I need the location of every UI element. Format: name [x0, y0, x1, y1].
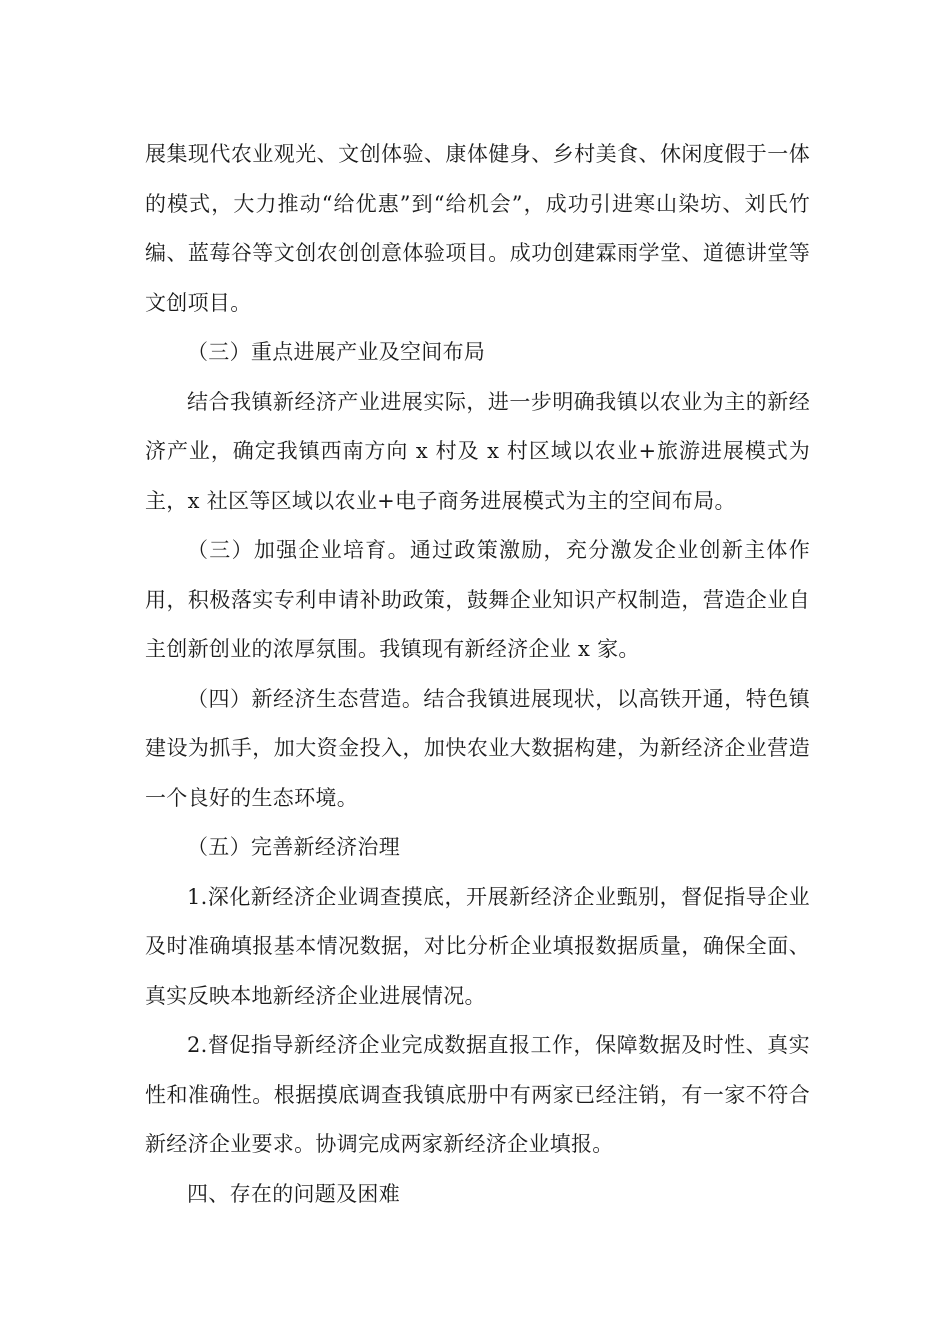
- section-heading-governance: （五）完善新经济治理: [187, 835, 400, 859]
- section-heading-problems: 四、存在的问题及困难: [187, 1181, 400, 1206]
- section-heading-key-industries: （三）重点进展产业及空间布局: [187, 340, 486, 364]
- paragraph-enterprise-cultivation: （三）加强企业培育。通过政策激励，充分激发企业创新主体作用，积极落实专利申请补助政策，鼓舞企业知识产权制造，营造企业自主创新创业的浓厚氛围。我镇现有新经济企业 x 家。: [145, 538, 810, 661]
- paragraph-continuation: 展集现代农业观光、文创体验、康体健身、乡村美食、休闲度假于一体的模式，大力推动“给优惠”到“给机会”，成功引进寒山染坊、刘氏竹编、蓝莓谷等文创农创创意体验项目。成功创建霖雨学堂、道德讲堂等文创项目。: [145, 142, 810, 315]
- paragraph-item-2: 2.督促指导新经济企业完成数据直报工作，保障数据及时性、真实性和准确性。根据摸底调查我镇底册中有两家已经注销，有一家不符合新经济企业要求。协调完成两家新经济企业填报。: [145, 1033, 810, 1156]
- paragraph-item-1: 1.深化新经济企业调查摸底，开展新经济企业甄别，督促指导企业及时准确填报基本情况数据，对比分析企业填报数据质量，确保全面、真实反映本地新经济企业进展情况。: [145, 884, 810, 1008]
- paragraph-industry-layout: 结合我镇新经济产业进展实际，进一步明确我镇以农业为主的新经济产业，确定我镇西南方向 x 村及 x 村区域以农业+旅游进展模式为主，x 社区等区域以农业+电子商务进展模式为主的空间布局。: [145, 389, 810, 513]
- paragraph-ecosystem: （四）新经济生态营造。结合我镇进展现状，以高铁开通，特色镇建设为抓手，加大资金投入，加快农业大数据构建，为新经济企业营造一个良好的生态环境。: [145, 686, 810, 810]
- document-body: [145, 130, 810, 1219]
